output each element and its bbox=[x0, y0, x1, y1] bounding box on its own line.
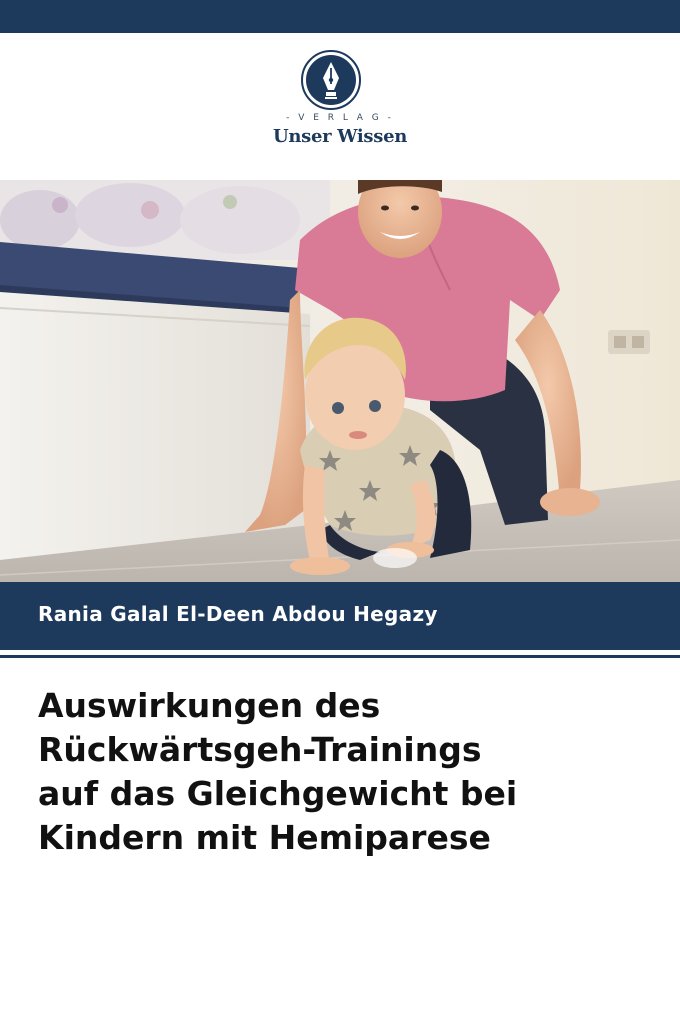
fountain-pen-nib-icon bbox=[301, 50, 361, 110]
book-title-line: Kindern mit Hemiparese bbox=[38, 818, 491, 857]
author-name: Rania Galal El-Deen Abdou Hegazy bbox=[38, 602, 438, 626]
photo-father-baby-crawling bbox=[0, 180, 680, 582]
publisher-logo bbox=[0, 46, 680, 156]
publisher-name: Unser Wissen bbox=[272, 126, 408, 147]
publisher-imprint-label: - V E R L A G - bbox=[286, 113, 394, 123]
book-title bbox=[38, 684, 658, 860]
book-title-line: auf das Gleichgewicht bei bbox=[38, 774, 518, 813]
book-title-line: Rückwärtsgeh-Trainings bbox=[38, 730, 482, 769]
divider-rule bbox=[0, 655, 680, 658]
top-color-bar bbox=[0, 0, 680, 33]
cover-photo bbox=[0, 180, 680, 582]
book-title-line: Auswirkungen des bbox=[38, 686, 381, 725]
author-band bbox=[0, 582, 680, 650]
